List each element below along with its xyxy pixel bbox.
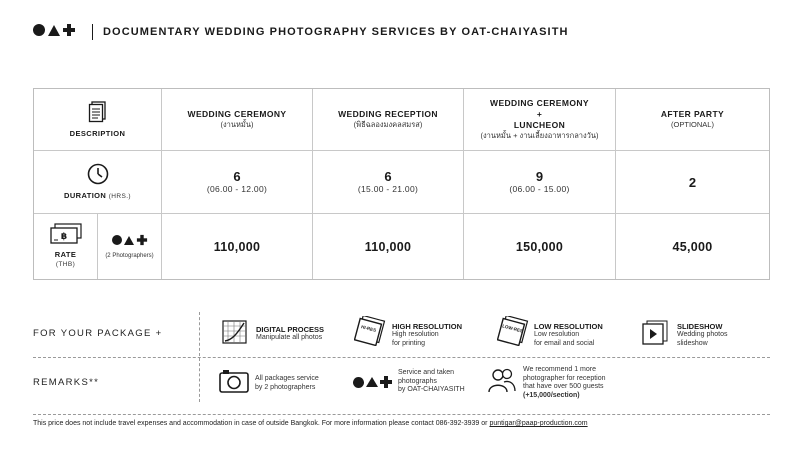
hi-res-icon xyxy=(354,316,386,351)
rate-after-party: 45,000 xyxy=(672,239,713,254)
clock-icon xyxy=(87,163,109,185)
duration-ceremony-luncheon: 9 (06.00 - 15.00) xyxy=(509,169,570,194)
footer-divider xyxy=(33,414,770,415)
rate-ceremony: 110,000 xyxy=(213,239,261,254)
description-label: DESCRIPTION xyxy=(69,128,126,138)
oat-logo-icon xyxy=(112,234,148,246)
camera-icon xyxy=(219,369,249,398)
rate-reception: 110,000 xyxy=(364,239,412,254)
rate-ceremony-luncheon: 150,000 xyxy=(515,239,564,254)
col-header-ceremony: WEDDING CEREMONY (งานหมั้น) xyxy=(187,109,287,129)
photographers-cell xyxy=(98,214,161,279)
svg-text:฿: ฿ xyxy=(60,232,67,242)
slideshow-icon xyxy=(642,320,668,351)
feature-digital-process: DIGITAL PROCESS Manipulate all photos xyxy=(256,325,325,341)
remark-oat-service: Service and taken photographs by OAT-CHAIYASITH xyxy=(398,369,465,393)
duration-unit: (HRS.) xyxy=(108,192,131,200)
feature-slideshow: SLIDESHOW Wedding photos slideshow xyxy=(677,322,728,347)
footer-note xyxy=(33,420,588,427)
page-title: DOCUMENTARY WEDDING PHOTOGRAPHY SERVICES BY OAT-CHAIYASITH xyxy=(103,26,569,38)
brand-logo xyxy=(33,24,75,36)
duration-header xyxy=(34,151,161,213)
rate-header xyxy=(34,214,97,279)
footer-text: This price does not include travel expenses and accommodation in case of outside Bangkok. For more information please contact 086-392-3939 or xyxy=(33,420,490,427)
people-icon xyxy=(487,368,517,399)
price-table xyxy=(33,88,770,280)
description-header xyxy=(34,89,161,150)
money-icon xyxy=(50,223,82,245)
remark-two-photographers: All packages service by 2 photographers xyxy=(255,375,319,391)
photographers-note: (2 Photographers) xyxy=(105,253,154,259)
low-res-icon xyxy=(497,316,529,351)
remark-extra-photographer: We recommend 1 more photographer for reception that have over 500 guests (+15,000/section) xyxy=(523,366,606,399)
col-header-ceremony-luncheon: WEDDING CEREMONY + LUNCHEON (งานหมั้น + งานเลี้ยงอาหารกลางวัน) xyxy=(480,98,599,140)
col-header-after-party: AFTER PARTY (OPTIONAL) xyxy=(660,109,725,129)
duration-after-party: 2 xyxy=(688,174,697,190)
duration-label: DURATION xyxy=(64,190,107,200)
oat-logo-icon xyxy=(353,376,392,388)
remarks-label: REMARKS** xyxy=(33,377,100,388)
header-divider xyxy=(92,24,93,40)
feature-high-resolution: HIGH RESOLUTION High resolution for printing xyxy=(392,322,463,347)
digital-process-icon xyxy=(222,320,248,349)
rate-unit: (THB) xyxy=(55,261,76,268)
section-divider-horizontal xyxy=(33,357,770,358)
feature-low-resolution: LOW RESOLUTION Low resolution for email and social xyxy=(534,322,603,347)
hi-res-icon-label: HI-RES xyxy=(360,324,377,333)
package-label: FOR YOUR PACKAGE + xyxy=(33,328,163,339)
rate-label: RATE xyxy=(54,250,77,259)
duration-ceremony: 6 (06.00 - 12.00) xyxy=(206,169,268,194)
duration-reception: 6 (15.00 - 21.00) xyxy=(357,169,419,194)
contact-email-link[interactable]: puntigar@paap-production.com xyxy=(489,420,588,427)
document-icon xyxy=(88,101,108,123)
col-header-reception: WEDDING RECEPTION (พิธีฉลองมงคลสมรส) xyxy=(338,109,438,129)
low-res-icon-label: LOW-RES xyxy=(501,323,524,334)
